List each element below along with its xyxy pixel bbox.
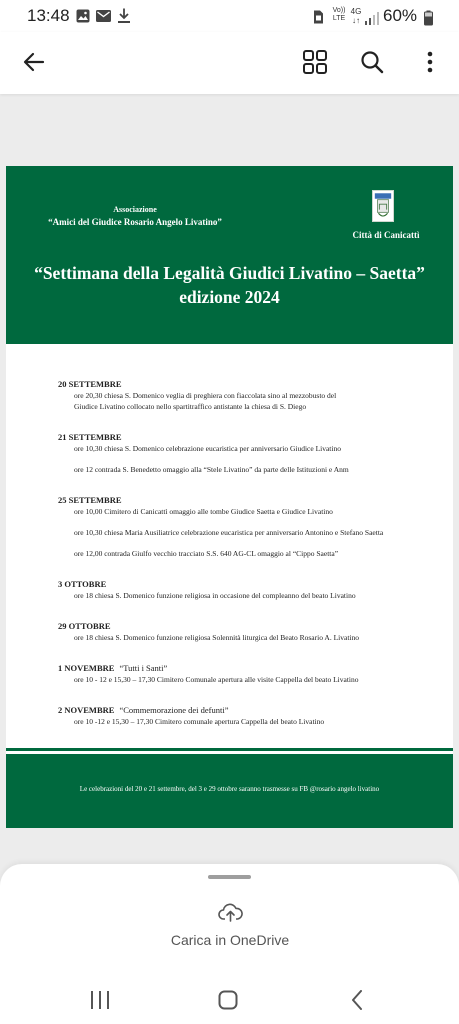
- schedule-day: [58, 621, 448, 643]
- status-bar: [0, 0, 459, 32]
- schedule-day-heading: [58, 579, 448, 590]
- schedule-day-heading: [58, 705, 448, 716]
- recent-apps-icon: [90, 991, 110, 1009]
- sheet-drag-handle[interactable]: [208, 875, 251, 879]
- home-icon: [218, 990, 238, 1010]
- schedule-day: [58, 432, 448, 475]
- network-4g-label: 4G: [350, 7, 362, 16]
- schedule-note: “Tutti i Santi”: [119, 663, 168, 673]
- association-label: Associazione: [113, 205, 157, 214]
- schedule-date: 2 NOVEMBRE: [58, 705, 115, 715]
- schedule-item: ore 18 chiesa S. Domenico funzione religiosa in occasione del compleanno del beato Livatino: [74, 591, 356, 600]
- battery-icon: [424, 9, 433, 27]
- schedule-item: ore 12,00 contrada Giulfo vecchio tracciato S.S. 640 AG-CL omaggio al “Cippo Saetta”: [74, 549, 339, 558]
- system-nav-bar: [0, 976, 459, 1024]
- schedule-item: ore 10 - 12 e 15,30 – 17,30 Cimitero Comunale apertura alle visite Cappella del beato Livatino: [74, 675, 359, 684]
- schedule-date: 29 OTTOBRE: [58, 621, 111, 631]
- schedule-day-heading: [58, 663, 448, 674]
- schedule-note: “Commemorazione dei defunti”: [119, 705, 229, 715]
- back-button[interactable]: [18, 46, 50, 78]
- grid-view-icon: [303, 50, 327, 74]
- arrow-left-icon: [23, 51, 45, 73]
- system-back-button[interactable]: [339, 982, 375, 1018]
- schedule-day: [58, 495, 448, 559]
- schedule-item: ore 12 contrada S. Benedetto omaggio alla “Stele Livatino” da parte delle Istituzioni e Anm: [74, 465, 349, 474]
- sim-card-icon: [313, 8, 324, 26]
- battery-percent: 60%: [383, 6, 418, 25]
- schedule-day-heading: [58, 379, 448, 390]
- document-header: [6, 166, 453, 344]
- schedule-date: 21 SETTEMBRE: [58, 432, 122, 442]
- city-crest-icon: [372, 190, 394, 222]
- schedule-item: ore 20,30 chiesa S. Domenico veglia di preghiera con fiaccolata sino al mezzobusto del: [74, 391, 337, 400]
- schedule-date: 20 SETTEMBRE: [58, 379, 122, 389]
- schedule-day: [58, 663, 448, 685]
- association-name: “Amici del Giudice Rosario Angelo Livatino”: [48, 217, 222, 227]
- gallery-icon: [76, 7, 90, 25]
- schedule-date: 3 OTTOBRE: [58, 579, 107, 589]
- schedule-item: ore 18 chiesa S. Domenico funzione religiosa Solennità liturgica del Beato Rosario A. Livatino: [74, 633, 360, 642]
- network-4g-indicator: [350, 7, 362, 25]
- more-options-button[interactable]: [414, 46, 446, 78]
- schedule-day: [58, 579, 448, 601]
- status-time: 13:48: [27, 6, 70, 25]
- schedule-item: ore 10,30 chiesa Maria Ausiliatrice celebrazione eucaristica per anniversario Antonino e Stefano Saetta: [74, 528, 384, 537]
- schedule-day-heading: [58, 495, 448, 506]
- volte-indicator: Vo)) LTE: [332, 7, 346, 22]
- signal-icon: [365, 9, 379, 27]
- schedule-day: [58, 379, 448, 412]
- schedule-item: ore 10,00 Cimitero di Canicattì omaggio alle tombe Giudice Saetta e Giudice Livatino: [74, 507, 333, 516]
- home-button[interactable]: [210, 982, 246, 1018]
- schedule-item: ore 10,30 chiesa S. Domenico celebrazione eucaristica per anniversario Giudice Livatino: [74, 444, 341, 453]
- grid-view-button[interactable]: [299, 46, 331, 78]
- bottom-sheet: [0, 864, 459, 1024]
- download-icon: [118, 7, 130, 25]
- broadcast-note: Le celebrazioni del 20 e 21 settembre, del 3 e 29 ottobre saranno trasmesse su FB @rosario angelo livatino: [79, 785, 380, 793]
- divider: [6, 748, 453, 751]
- search-icon: [360, 50, 384, 74]
- event-schedule: [58, 379, 448, 747]
- city-name: Città di Canicattì: [352, 230, 420, 240]
- event-title: “Settimana della Legalità Giudici Livatino – Saetta”: [34, 263, 425, 283]
- upload-onedrive-label: Carica in OneDrive: [170, 932, 290, 948]
- search-button[interactable]: [356, 46, 388, 78]
- schedule-day-heading: [58, 432, 448, 443]
- event-edition: edizione 2024: [179, 287, 280, 307]
- back-icon: [351, 990, 363, 1010]
- mail-icon: [96, 7, 111, 25]
- document-footer: [6, 754, 453, 828]
- schedule-date: 1 NOVEMBRE: [58, 663, 115, 673]
- cloud-upload-icon: [218, 902, 243, 922]
- schedule-item: ore 10 -12 e 15,30 – 17,30 Cimitero comunale apertura Cappella del beato Livatino: [74, 717, 325, 726]
- more-vert-icon: [427, 51, 433, 73]
- recent-apps-button[interactable]: [82, 982, 118, 1018]
- data-arrows-icon: ↓↑: [352, 16, 360, 25]
- viewer-toolbar: [0, 32, 459, 94]
- schedule-day: [58, 705, 448, 727]
- schedule-day-heading: [58, 621, 448, 632]
- document-page[interactable]: [6, 166, 453, 828]
- schedule-item: Giudice Livatino collocato nello spartitraffico antistante la chiesa di S. Diego: [74, 402, 307, 411]
- schedule-date: 25 SETTEMBRE: [58, 495, 122, 505]
- upload-onedrive-button[interactable]: [150, 902, 310, 952]
